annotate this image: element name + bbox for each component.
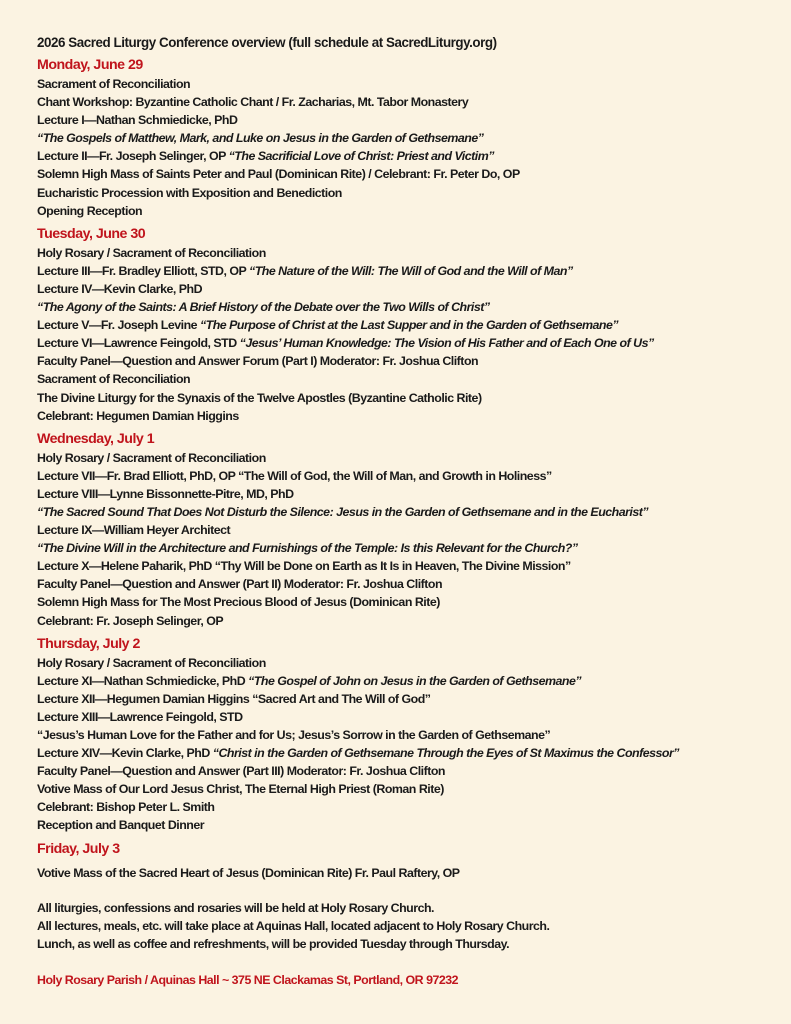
- schedule-item-text: Lecture XIV—Kevin Clarke, PhD: [37, 746, 213, 761]
- schedule-item: [37, 816, 782, 834]
- schedule-item: [37, 726, 782, 744]
- schedule-item: [37, 708, 782, 726]
- schedule-item: [37, 389, 782, 407]
- schedule-item-text: Chant Workshop: Byzantine Catholic Chant / Fr. Zacharias, Mt. Tabor Monastery: [37, 95, 469, 110]
- schedule-item: [37, 539, 782, 557]
- schedule-item-text: Solemn High Mass for The Most Precious Blood of Jesus (Dominican Rite): [37, 595, 440, 610]
- schedule-item: [37, 762, 782, 780]
- lecture-title: “The Sacrificial Love of Christ: Priest and Victim”: [228, 149, 494, 164]
- day-heading: Thursday, July 2: [37, 635, 140, 652]
- schedule-item-text: Lecture XIII—Lawrence Feingold, STD: [37, 709, 243, 724]
- schedule-item-text: Celebrant: Bishop Peter L. Smith: [37, 800, 215, 815]
- schedule-item-text: Holy Rosary / Sacrament of Reconciliation: [37, 245, 266, 260]
- schedule-item: [37, 575, 782, 593]
- schedule-item: [37, 244, 782, 262]
- schedule-item: [37, 334, 782, 352]
- lecture-title: “The Sacred Sound That Does Not Disturb the Silence: Jesus in the Garden of Gethsemane and in the Eucharist”: [37, 504, 649, 519]
- schedule-days: [37, 56, 782, 882]
- schedule-item-text: Lecture VIII—Lynne Bissonnette-Pitre, MD, PhD: [37, 486, 294, 501]
- schedule-item: [37, 316, 782, 334]
- schedule-item: [37, 370, 782, 388]
- schedule-item-text: Lecture I—Nathan Schmiedicke, PhD: [37, 113, 238, 128]
- note-line: All liturgies, confessions and rosaries will be held at Holy Rosary Church.: [37, 900, 434, 915]
- schedule-item-text: Faculty Panel—Question and Answer (Part III) Moderator: Fr. Joshua Clifton: [37, 764, 445, 779]
- schedule-item-text: Votive Mass of Our Lord Jesus Christ, The Eternal High Priest (Roman Rite): [37, 782, 444, 797]
- schedule-item: [37, 744, 782, 762]
- schedule-item: [37, 352, 782, 370]
- schedule-item-text: Lecture IX—William Heyer Architect: [37, 523, 231, 538]
- schedule-item: [37, 202, 782, 220]
- schedule-item: [37, 557, 782, 575]
- schedule-item: [37, 503, 782, 521]
- lecture-title: “The Agony of the Saints: A Brief History of the Debate over the Two Wills of Christ”: [37, 300, 490, 315]
- schedule-item-text: Faculty Panel—Question and Answer (Part II) Moderator: Fr. Joshua Clifton: [37, 577, 443, 592]
- schedule-item: [37, 147, 782, 165]
- schedule-item: [37, 75, 782, 93]
- lecture-title: “Christ in the Garden of Gethsemane Through the Eyes of St Maximus the Confessor”: [212, 746, 679, 761]
- day-section: [37, 430, 782, 630]
- lecture-title: “The Gospel of John on Jesus in the Garden of Gethsemane”: [248, 673, 582, 688]
- schedule-item-text: Solemn High Mass of Saints Peter and Paul (Dominican Rite) / Celebrant: Fr. Peter Do, OP: [37, 167, 520, 182]
- lecture-title: “Jesus’ Human Knowledge: The Vision of His Father and of Each One of Us”: [239, 336, 654, 351]
- lecture-title: “The Nature of the Will: The Will of God and the Will of Man”: [249, 263, 573, 278]
- schedule-item-text: Sacrament of Reconciliation: [37, 77, 191, 91]
- schedule-item: [37, 129, 782, 147]
- schedule-item-text: The Divine Liturgy for the Synaxis of the Twelve Apostles (Byzantine Catholic Rite): [37, 390, 482, 405]
- schedule-item: [37, 690, 782, 708]
- schedule-item: [37, 262, 782, 280]
- schedule-item-text: Opening Reception: [37, 203, 143, 218]
- notes: [37, 899, 782, 953]
- schedule-item-text: Holy Rosary / Sacrament of Reconciliation: [37, 450, 266, 465]
- schedule-item: [37, 407, 782, 425]
- day-section: [37, 840, 782, 882]
- schedule-item-text: Lecture XI—Nathan Schmiedicke, PhD: [37, 673, 249, 688]
- schedule-item: [37, 672, 782, 690]
- schedule-item: [37, 93, 782, 111]
- schedule-item-text: Lecture VI—Lawrence Feingold, STD: [37, 336, 240, 351]
- schedule-item-text: Lecture III—Fr. Bradley Elliott, STD, OP: [37, 263, 249, 278]
- schedule-item-text: Eucharistic Procession with Exposition and Benediction: [37, 185, 342, 200]
- day-section: [37, 225, 782, 425]
- conference-schedule: [37, 34, 782, 987]
- schedule-item: [37, 449, 782, 467]
- day-heading: Friday, July 3: [37, 840, 120, 857]
- day-heading: Wednesday, July 1: [37, 430, 155, 447]
- schedule-item-text: Faculty Panel—Question and Answer Forum (Part I) Moderator: Fr. Joshua Clifton: [37, 354, 479, 369]
- schedule-item-text: Celebrant: Fr. Joseph Selinger, OP: [37, 613, 224, 628]
- day-heading: Tuesday, June 30: [37, 225, 146, 242]
- schedule-item-text: Lecture IV—Kevin Clarke, PhD: [37, 281, 203, 296]
- schedule-item-text: Lecture V—Fr. Joseph Levine: [37, 318, 200, 333]
- schedule-item: [37, 798, 782, 816]
- schedule-item-text: Holy Rosary / Sacrament of Reconciliation: [37, 655, 266, 670]
- schedule-item: [37, 612, 782, 630]
- day-section: [37, 635, 782, 835]
- lecture-title: “The Purpose of Christ at the Last Supper and in the Garden of Gethsemane”: [199, 318, 619, 333]
- schedule-item: [37, 165, 782, 183]
- schedule-item: [37, 654, 782, 672]
- schedule-item-text: Reception and Banquet Dinner: [37, 818, 205, 833]
- schedule-item: [37, 298, 782, 316]
- schedule-item-text: Lecture X—Helene Paharik, PhD “Thy Will be Done on Earth as It Is in Heaven, The Divine Mission”: [37, 559, 571, 574]
- page-title: 2026 Sacred Liturgy Conference overview (full schedule at SacredLiturgy.org): [37, 35, 497, 50]
- schedule-item: [37, 780, 782, 798]
- schedule-item: [37, 467, 782, 485]
- schedule-item: [37, 111, 782, 129]
- schedule-item: [37, 521, 782, 539]
- schedule-item-text: Votive Mass of the Sacred Heart of Jesus (Dominican Rite) Fr. Paul Raftery, OP: [37, 865, 460, 880]
- schedule-item-text: Sacrament of Reconciliation: [37, 372, 191, 387]
- schedule-item: [37, 280, 782, 298]
- day-section: [37, 56, 782, 220]
- schedule-item-text: Lecture XII—Hegumen Damian Higgins “Sacred Art and The Will of God”: [37, 691, 431, 706]
- schedule-item: [37, 184, 782, 202]
- venue-address: Holy Rosary Parish / Aquinas Hall ~ 375 NE Clackamas St, Portland, OR 97232: [37, 972, 459, 987]
- lecture-title: “The Gospels of Matthew, Mark, and Luke on Jesus in the Garden of Gethsemane”: [37, 131, 484, 146]
- schedule-item-text: Lecture VII—Fr. Brad Elliott, PhD, OP “The Will of God, the Will of Man, and Growth in Holiness”: [37, 468, 552, 483]
- day-heading: Monday, June 29: [37, 57, 143, 73]
- schedule-item-text: Celebrant: Hegumen Damian Higgins: [37, 408, 239, 423]
- lecture-title: “The Divine Will in the Architecture and Furnishings of the Temple: Is this Relevant for the Church?”: [37, 541, 578, 556]
- schedule-item: [37, 593, 782, 611]
- schedule-item-text: Lecture II—Fr. Joseph Selinger, OP: [37, 149, 229, 164]
- schedule-item: [37, 864, 782, 882]
- schedule-item-text: “Jesus’s Human Love for the Father and for Us; Jesus’s Sorrow in the Garden of Gethsemane”: [37, 728, 551, 742]
- schedule-item: [37, 485, 782, 503]
- note-line: All lectures, meals, etc. will take place at Aquinas Hall, located adjacent to Holy Rosary Church.: [37, 918, 550, 933]
- note-line: Lunch, as well as coffee and refreshments, will be provided Tuesday through Thursday.: [37, 936, 510, 951]
